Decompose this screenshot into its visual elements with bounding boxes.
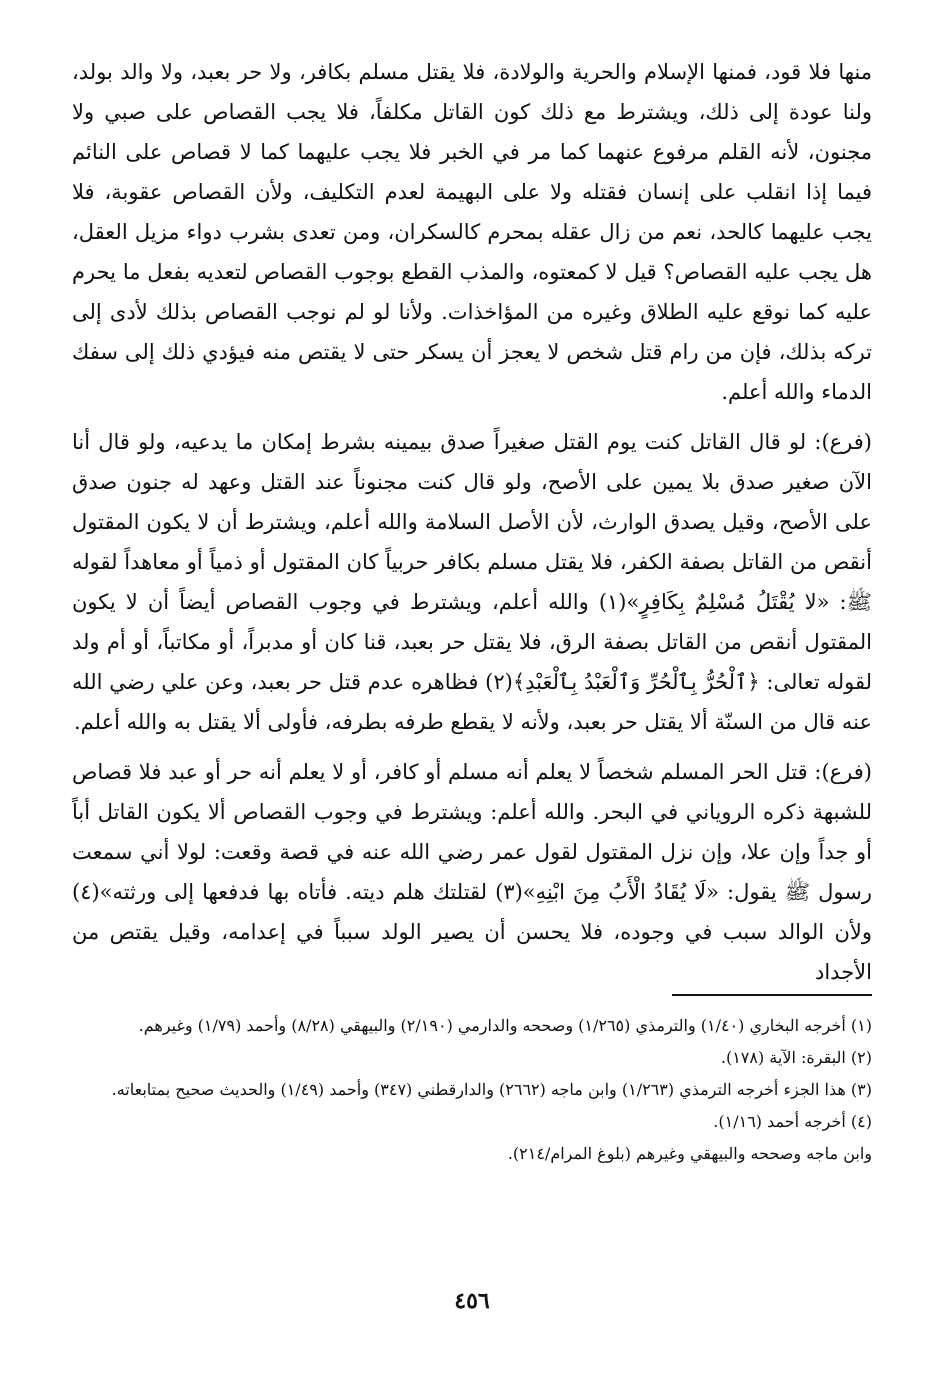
paragraph-2: (فرع): لو قال القاتل كنت يوم القتل صغيراً صدق بيمينه بشرط إمكان ما يدعيه، ولو قال أنا الآن صغير صدق بلا يمين على الأصح، ولو قال كنت مجنوناً عند القتل وعهد له جنون صدق على الأصح، وقيل يصدق الوارث، لأن الأصل السلامة والله أعلم، ويشترط أن لا يكون المقتول أنقص من القاتل بصفة الكفر، فلا يقتل مسلم بكافر حربياً كان المقتول أو ذمياً أو معاهداً لقوله ﷺ: «لا يُقْتَلُ مُسْلِمٌ بِكَافِرٍ»(١) والله أعلم، ويشترط في وجوب القصاص أيضاً أن لا يكون المقتول أنقص من القاتل بصفة الرق، فلا يقتل حر بعبد، قنا كان أو مدبراً، أو مكاتباً، أو أم ولد لقوله تعالى: ﴿ٱلْحُرُّ بِٱلْحُرِّ وَٱلْعَبْدُ بِٱلْعَبْدِ﴾(٢) فظاهره عدم قتل حر بعبد، وعن علي رضي الله عنه قال من السنّة ألا يقتل حر بعبد، ولأنه لا يقطع طرفه بطرفه، فأولى ألا يقتل به والله أعلم. xyxy=(72,430,873,734)
paragraph-3: (فرع): قتل الحر المسلم شخصاً لا يعلم أنه مسلم أو كافر، أو لا يعلم أنه حر أو عبد فلا قصاص للشبهة ذكره الروياني في البحر. والله أعلم: ويشترط في وجوب القصاص ألا يكون القاتل أباً أو جداً وإن علا، وإن نزل المقتول لقول عمر رضي الله عنه في قصة وقعت: لولا أني سمعت رسول ﷺ يقول: «لَا يُقَادُ الْأَبُ مِنَ ابْنِهِ»(٣) لقتلتك هلم ديته. فأتاه بها فدفعها إلى ورثته»(٤) ولأن الوالد سبب في وجوده، فلا يحسن أن يصير الولد سبباً في إعدامه، وقيل يقتص من الأجداد xyxy=(72,760,873,984)
main-text-body xyxy=(72,52,872,992)
footnotes-section xyxy=(72,1010,872,1170)
footnote-4-continuation: وابن ماجه وصححه والبيهقي وغيرهم (بلوغ المرام/٢١٤). xyxy=(507,1144,872,1163)
footnote-3: (٣) هذا الجزء أخرجه الترمذي (١/٢٦٣) وابن ماجه (٢٦٦٢) والدارقطني (٣٤٧) وأحمد (١/٤٩) والحديث صحيح بمتابعاته. xyxy=(111,1080,872,1099)
footnote-4: (٤) أخرجه أحمد (١/١٦). xyxy=(713,1112,872,1131)
page-number: ٤٥٦ xyxy=(454,1288,490,1314)
footnote-separator xyxy=(672,994,872,996)
footnote-2: (٢) البقرة: الآية (١٧٨). xyxy=(720,1048,872,1067)
paragraph-1: منها فلا قود، فمنها الإسلام والحرية والولادة، فلا يقتل مسلم بكافر، ولا حر بعبد، ولا والد بولد، ولنا عودة إلى ذلك، ويشترط مع ذلك كون القاتل مكلفاً، فلا يجب القصاص على صبي ولا مجنون، لأنه القلم مرفوع عنهما كما مر في الخبر فلا يجب عليهما كما لا قصاص على النائم فيما إذا انقلب على إنسان فقتله ولا على البهيمة لعدم التكليف، ولأن القصاص عقوبة، فلا يجب عليهما كالحد، نعم من زال عقله بمحرم كالسكران، ومن تعدى بشرب دواء مزيل العقل، هل يجب عليه القصاص؟ قيل لا كمعتوه، والمذب القطع بوجوب القصاص لتعديه بفعل ما يحرم عليه كما نوقع عليه الطلاق وغيره من المؤاخذات. ولأنا لو لم نوجب القصاص بذلك لأدى إلى تركه بذلك، فإن من رام قتل شخص لا يعجز أن يسكر حتى لا يقتص منه فيؤدي ذلك إلى سفك الدماء والله أعلم. xyxy=(72,60,872,404)
footnote-1: (١) أخرجه البخاري (١/٤٠) والترمذي (١/٢٦٥) وصححه والدارمي (٢/١٩٠) والبيهقي (٨/٢٨) وأحمد (١/٧٩) وغيرهم. xyxy=(138,1016,872,1035)
